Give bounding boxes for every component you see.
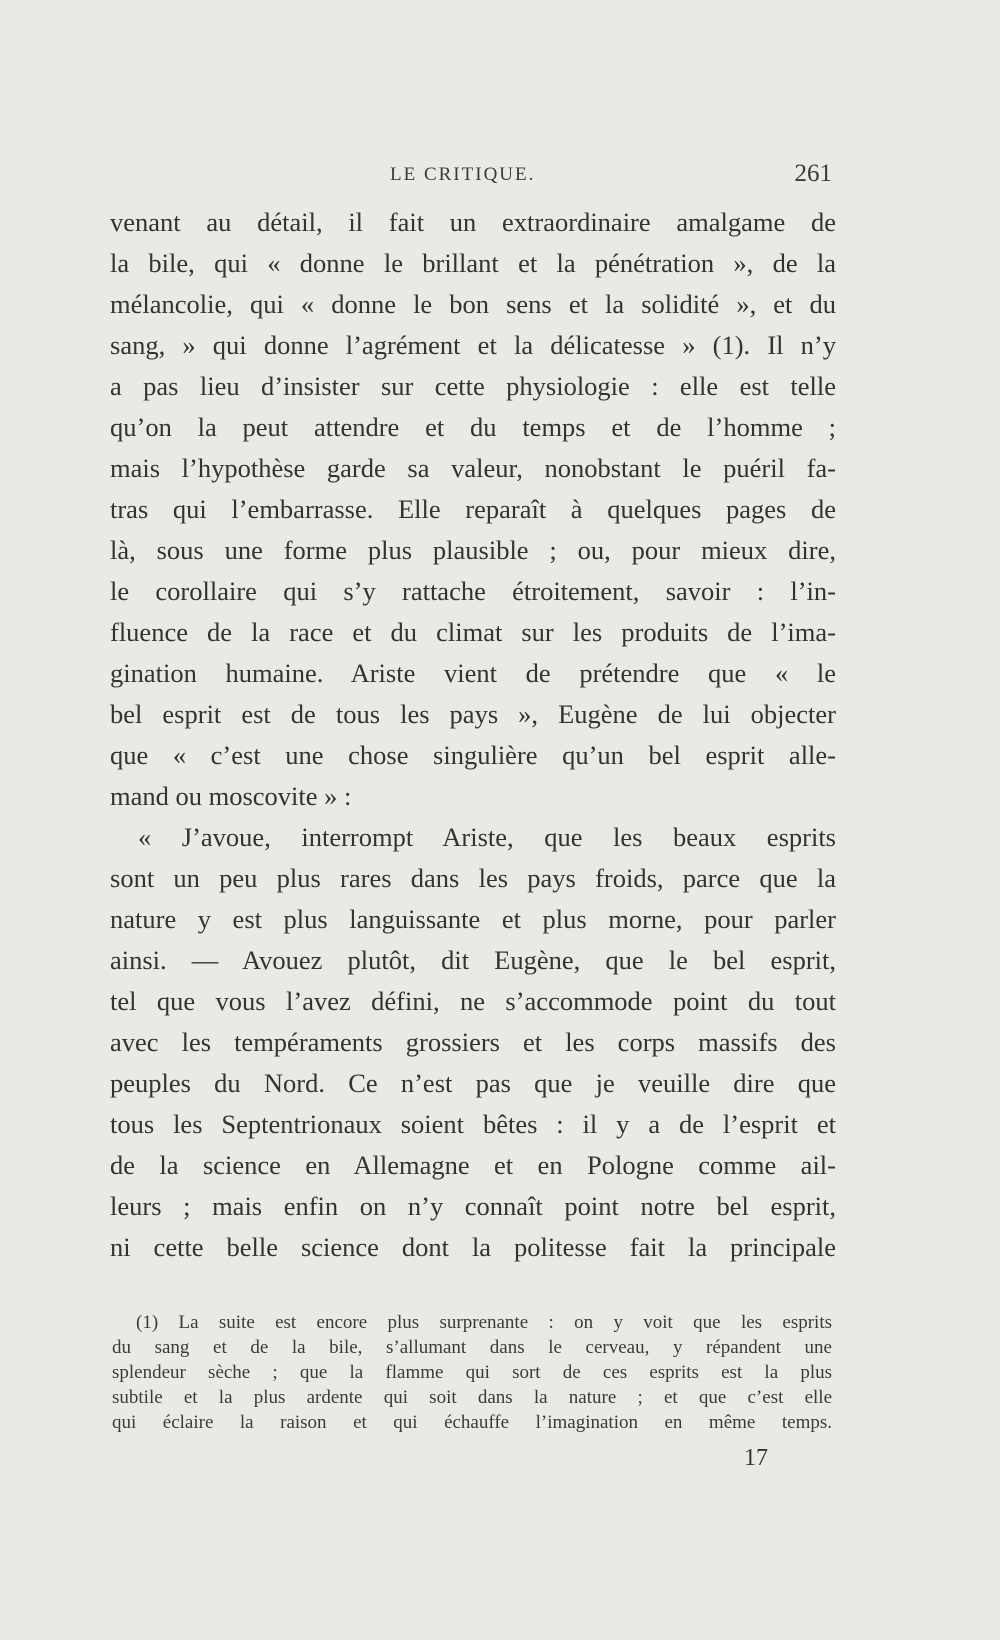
text-line: gination humaine. Ariste vient de prétendre que « le	[110, 658, 836, 688]
text-line: mais l’hypothèse garde sa valeur, nonobstant le puéril fa-	[110, 453, 836, 483]
footnote-line: subtile et la plus ardente qui soit dans la nature ; et que c’est elle	[112, 1387, 832, 1408]
text-line: sang, » qui donne l’agrément et la délicatesse » (1). Il n’y	[110, 330, 836, 360]
body-text	[110, 202, 836, 1268]
text-line: tras qui l’embarrasse. Elle reparaît à quelques pages de	[110, 494, 836, 524]
text-line: nature y est plus languissante et plus morne, pour parler	[110, 904, 836, 934]
text-line: tous les Septentrionaux soient bêtes : il y a de l’esprit et	[110, 1109, 836, 1139]
text-line: peuples du Nord. Ce n’est pas que je veuille dire que	[110, 1068, 836, 1098]
footnote-line: qui éclaire la raison et qui échauffe l’imagination en même temps.	[112, 1412, 832, 1433]
text-line: fluence de la race et du climat sur les produits de l’ima-	[110, 617, 836, 647]
text-line: mand ou moscovite » :	[110, 781, 352, 811]
footnote-line: splendeur sèche ; que la flamme qui sort de ces esprits est la plus	[112, 1362, 832, 1383]
text-line: avec les tempéraments grossiers et les corps massifs des	[110, 1027, 836, 1057]
text-line: le corollaire qui s’y rattache étroitement, savoir : l’in-	[110, 576, 836, 606]
text-line: la bile, qui « donne le brillant et la pénétration », de la	[110, 248, 836, 278]
text-line: leurs ; mais enfin on n’y connaît point notre bel esprit,	[110, 1191, 836, 1221]
text-line: ni cette belle science dont la politesse fait la principale	[110, 1232, 836, 1262]
text-line: là, sous une forme plus plausible ; ou, pour mieux dire,	[110, 535, 836, 565]
footnotes	[112, 1310, 832, 1435]
text-line: mélancolie, qui « donne le bon sens et la solidité », et du	[110, 289, 836, 319]
text-line: venant au détail, il fait un extraordinaire amalgame de	[110, 207, 836, 237]
footnote-line: du sang et de la bile, s’allumant dans le cerveau, y répandent une	[112, 1337, 832, 1358]
page-number: 261	[794, 160, 832, 187]
text-line: ainsi. — Avouez plutôt, dit Eugène, que le bel esprit,	[110, 945, 836, 975]
footnote-line: (1) La suite est encore plus surprenante : on y voit que les esprits	[136, 1312, 832, 1333]
text-line: que « c’est une chose singulière qu’un bel esprit alle-	[110, 740, 836, 770]
text-line: tel que vous l’avez défini, ne s’accommode point du tout	[110, 986, 836, 1016]
text-line: a pas lieu d’insister sur cette physiologie : elle est telle	[110, 371, 836, 401]
running-head	[112, 160, 832, 190]
signature-mark: 17	[744, 1445, 768, 1471]
text-line: qu’on la peut attendre et du temps et de l’homme ;	[110, 412, 836, 442]
text-line: sont un peu plus rares dans les pays froids, parce que la	[110, 863, 836, 893]
running-title: LE CRITIQUE.	[390, 164, 536, 185]
text-line: bel esprit est de tous les pays », Eugène de lui objecter	[110, 699, 836, 729]
text-line: de la science en Allemagne et en Pologne comme ail-	[110, 1150, 836, 1180]
text-line: « J’avoue, interrompt Ariste, que les beaux esprits	[138, 822, 836, 852]
